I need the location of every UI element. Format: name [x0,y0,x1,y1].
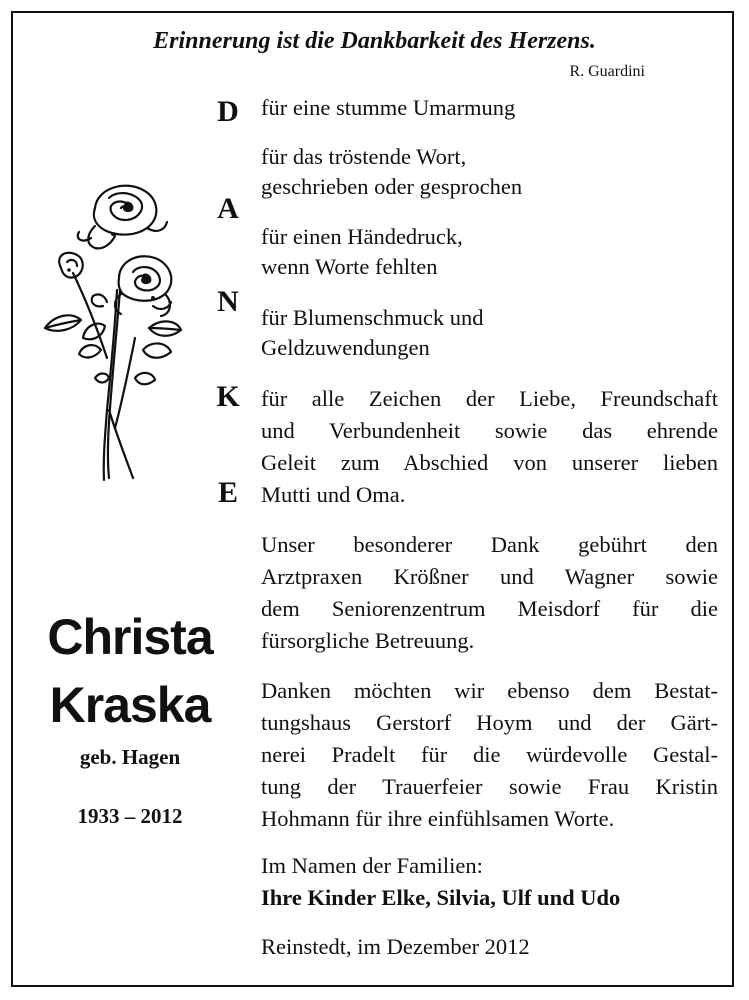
thanks-line-1: für eine stumme Umarmung [261,95,516,120]
quote-author: R. Guardini [569,63,645,80]
special-thanks-line-2: Arztpraxen Krößner und Wagner sowie [261,564,718,589]
signature-intro: Im Namen der Familien: [261,853,483,878]
danke-letter-d: D [217,95,239,128]
thanks-line-8: für alle Zeichen der Liebe, Freundschaft [261,386,718,411]
danke-letter-k: K [216,380,240,413]
funeral-thanks-line-1: Danken möchten wir ebenso dem Bestat- [261,678,718,703]
funeral-thanks-line-5: Hohmann für ihre einfühlsamen Worte. [261,806,615,831]
special-thanks-line-1: Unser besonderer Dank gebührt den [261,532,718,557]
thanks-line-7: Geldzuwendungen [261,335,430,360]
thanks-line-2: für das tröstende Wort, [261,144,467,169]
header-quote: Erinnerung ist die Dankbarkeit des Herzens. [153,28,596,54]
funeral-thanks-line-3: nerei Pradelt für die würdevolle Gestal- [261,742,718,767]
thanks-line-9: und Verbundenheit sowie das ehrende [261,418,718,443]
thanks-line-6: für Blumenschmuck und [261,305,484,330]
deceased-first-name: Christa [47,609,213,665]
thanks-line-11: Mutti und Oma. [261,482,406,507]
special-thanks-line-3: dem Seniorenzentrum Meisdorf für die [261,596,718,621]
deceased-last-name: Kraska [49,677,211,733]
danke-letter-n: N [217,285,239,318]
thanks-line-10: Geleit zum Abschied von unserer lieben [261,450,718,475]
life-years: 1933 – 2012 [77,804,183,828]
place-date: Reinstedt, im Dezember 2012 [261,934,530,959]
danke-letter-a: A [217,192,239,225]
special-thanks-line-4: fürsorgliche Betreuung. [261,628,475,653]
danke-letter-e: E [217,476,238,509]
funeral-thanks-line-4: tung der Trauerfeier sowie Frau Kristin [261,774,718,799]
rose-illustration [25,178,195,488]
signature-names: Ihre Kinder Elke, Silvia, Ulf und Udo [261,885,621,910]
maiden-name: geb. Hagen [79,745,181,769]
thanks-line-3: geschrieben oder gesprochen [261,174,523,199]
thanks-line-4: für einen Händedruck, [261,224,463,249]
thanks-line-5: wenn Worte fehlten [261,254,438,279]
funeral-thanks-line-2: tungshaus Gerstorf Hoym und der Gärt- [261,710,718,735]
